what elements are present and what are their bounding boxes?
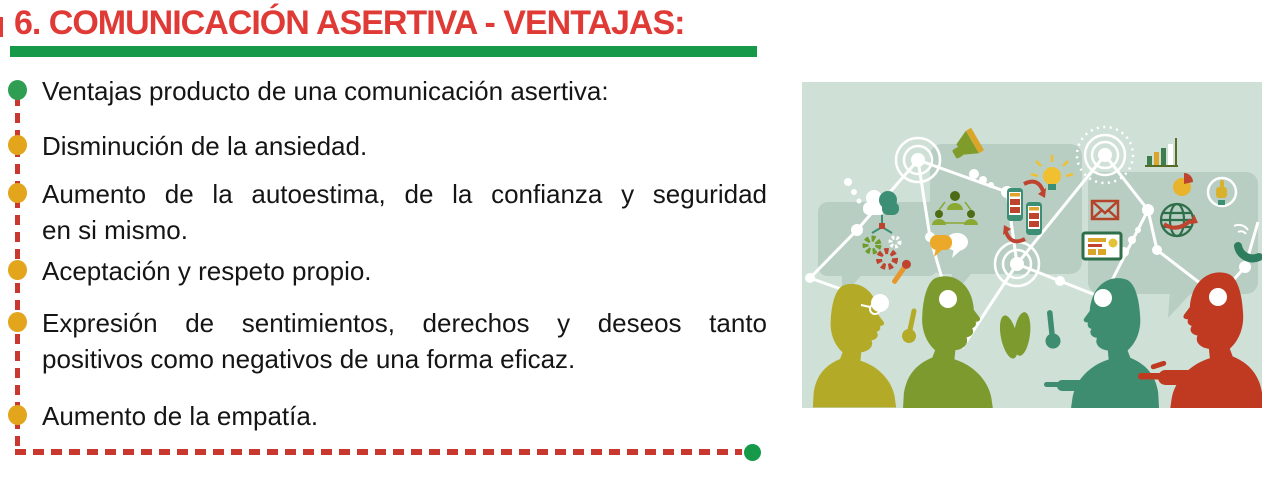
bullet-marker — [8, 183, 27, 203]
bullet-marker — [8, 135, 27, 155]
communication-illustration — [802, 82, 1262, 408]
list-item-text: positivos como negativos de una forma eficaz. — [42, 344, 576, 374]
bullet-marker — [8, 405, 27, 425]
bullet-marker — [8, 80, 27, 100]
list-item-text: Aumento de la autoestima, de la confianza y seguridad — [42, 179, 767, 209]
bullet-marker — [8, 260, 27, 280]
list-item — [42, 73, 767, 109]
list-item-text: Aceptación y respeto propio. — [42, 256, 372, 286]
list-item-text: Expresión de sentimientos, derechos y deseos tanto — [42, 308, 767, 338]
list-item-text: Aumento de la empatía. — [42, 401, 319, 431]
connector-end-dot — [744, 444, 761, 461]
list-item-text: en si mismo. — [42, 215, 188, 245]
left-edge-fragment — [0, 17, 3, 37]
list-item — [42, 176, 767, 248]
horizontal-dashed-connector — [15, 449, 742, 455]
list-item — [42, 253, 767, 289]
page-title: 6. COMUNICACIÓN ASERTIVA - VENTAJAS: — [14, 4, 685, 42]
list-item — [42, 305, 767, 377]
bullet-marker — [8, 312, 27, 332]
title-underline — [10, 46, 757, 57]
list-item — [42, 128, 767, 164]
webpage-icon — [1083, 233, 1121, 259]
list-item — [42, 398, 767, 434]
list-item-text: Ventajas producto de una comunicación asertiva: — [42, 76, 609, 106]
list-item-text: Disminución de la ansiedad. — [42, 131, 368, 161]
